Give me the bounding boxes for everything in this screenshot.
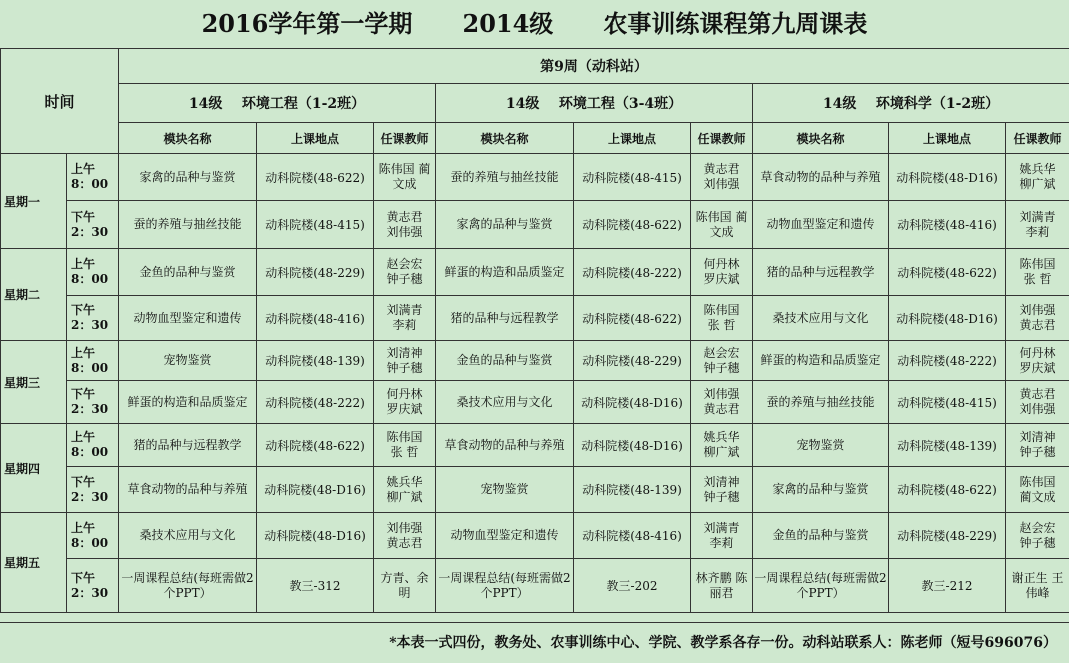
course-name: 猪的品种与远程教学 [753,249,889,296]
course-teacher [1006,559,1069,613]
column-header-module: 模块名称 [119,123,257,154]
table-row [1,154,1069,201]
start-time: 8：00 [71,445,118,460]
course-location: 动科院楼(48-222) [257,381,374,424]
course-location: 动科院楼(48-622) [257,424,374,467]
start-time: 2：30 [71,402,118,417]
course-teacher [691,154,753,201]
period-label: 下午 [71,387,118,402]
teacher-line: 钟子穗 [1006,445,1069,460]
course-teacher [1006,296,1069,341]
time-slot [67,513,119,559]
course-teacher [691,559,753,613]
course-name: 动物血型鉴定和遗传 [436,513,574,559]
start-time: 2：30 [71,318,118,333]
course-location: 动科院楼(48-229) [574,341,691,381]
teacher-line: 陈伟国 [1006,475,1069,490]
course-name: 猪的品种与远程教学 [436,296,574,341]
column-header-place: 上课地点 [889,123,1006,154]
teacher-line: 张 哲 [691,318,752,333]
course-teacher [691,513,753,559]
teacher-line: 何丹林 [1006,346,1069,361]
course-location: 动科院楼(48-222) [574,249,691,296]
course-location: 动科院楼(48-D16) [574,424,691,467]
teacher-line: 钟子穗 [374,272,435,287]
teacher-line: 刘满青 [374,303,435,318]
course-teacher [1006,467,1069,513]
teacher-line: 钟子穗 [1006,536,1069,551]
teacher-line: 钟子穗 [691,361,752,376]
course-name: 桑技术应用与文化 [753,296,889,341]
course-teacher [1006,381,1069,424]
column-header-place: 上课地点 [257,123,374,154]
period-label: 下午 [71,571,118,586]
teacher-line: 林齐鹏 陈 [691,571,752,586]
teacher-line: 柳广斌 [374,490,435,505]
column-header-module: 模块名称 [436,123,574,154]
course-location: 动科院楼(48-222) [889,341,1006,381]
teacher-line: 刘满青 [1006,210,1069,225]
teacher-line: 黄志君 [691,402,752,417]
course-name: 一周课程总结(每班需做2个PPT） [436,559,574,613]
course-teacher [1006,424,1069,467]
course-location: 动科院楼(48-416) [889,201,1006,249]
course-name: 鲜蛋的构造和品质鉴定 [436,249,574,296]
teacher-line: 赵会宏 [374,257,435,272]
teacher-line: 姚兵华 [374,475,435,490]
period-label: 上午 [71,257,118,272]
teacher-line: 刘伟强 [374,225,435,240]
table-row [1,467,1069,513]
day-label: 星期一 [1,154,67,249]
course-teacher [691,296,753,341]
teacher-line: 李莉 [1006,225,1069,240]
course-teacher [374,467,436,513]
course-teacher [374,341,436,381]
time-slot [67,559,119,613]
column-header-place: 上课地点 [574,123,691,154]
time-slot [67,201,119,249]
course-teacher [374,296,436,341]
teacher-line: 刘伟强 [691,177,752,192]
course-location: 动科院楼(48-D16) [574,381,691,424]
class-header: 14级 环境工程（3-4班） [436,84,753,123]
course-name: 鲜蛋的构造和品质鉴定 [119,381,257,424]
course-teacher [691,201,753,249]
start-time: 8：00 [71,361,118,376]
time-slot [67,381,119,424]
table-row [1,201,1069,249]
table-row [1,249,1069,296]
teacher-line: 何丹林 [374,387,435,402]
teacher-line: 陈伟国 [691,303,752,318]
teacher-line: 姚兵华 [1006,162,1069,177]
period-label: 下午 [71,475,118,490]
time-slot [67,341,119,381]
class-header: 14级 环境工程（1-2班） [119,84,436,123]
course-name: 动物血型鉴定和遗传 [753,201,889,249]
course-location: 教三-312 [257,559,374,613]
course-teacher [691,424,753,467]
teacher-line: 李莉 [691,536,752,551]
teacher-line: 黄志君 [1006,318,1069,333]
course-teacher [374,154,436,201]
day-label: 星期三 [1,341,67,424]
teacher-line: 刘伟强 [374,521,435,536]
teacher-line: 方青、余 [374,571,435,586]
course-location: 教三-202 [574,559,691,613]
course-teacher [1006,154,1069,201]
teacher-line: 陈伟国 蔺 [374,162,435,177]
course-teacher [691,467,753,513]
course-location: 动科院楼(48-D16) [257,467,374,513]
table-row [1,513,1069,559]
teacher-line: 黄志君 [691,162,752,177]
teacher-line: 伟峰 [1006,586,1069,601]
time-slot [67,154,119,201]
teacher-line: 张 哲 [1006,272,1069,287]
course-teacher [691,341,753,381]
column-header-teacher: 任课教师 [1006,123,1069,154]
teacher-line: 明 [374,586,435,601]
course-teacher [1006,341,1069,381]
course-name: 宠物鉴赏 [436,467,574,513]
column-header-module: 模块名称 [753,123,889,154]
start-time: 2：30 [71,225,118,240]
table-row [1,559,1069,613]
period-label: 上午 [71,346,118,361]
time-header: 时间 [1,49,119,154]
class-header: 14级 环境科学（1-2班） [753,84,1069,123]
teacher-line: 陈伟国 [374,430,435,445]
course-teacher [374,201,436,249]
teacher-line: 丽君 [691,586,752,601]
teacher-line: 姚兵华 [691,430,752,445]
teacher-line: 罗庆斌 [374,402,435,417]
day-label: 星期二 [1,249,67,341]
course-location: 动科院楼(48-622) [889,467,1006,513]
course-name: 蚕的养殖与抽丝技能 [119,201,257,249]
course-location: 动科院楼(48-415) [574,154,691,201]
course-name: 金鱼的品种与鉴赏 [753,513,889,559]
period-label: 下午 [71,210,118,225]
course-name: 蚕的养殖与抽丝技能 [753,381,889,424]
teacher-line: 刘清神 [1006,430,1069,445]
start-time: 8：00 [71,272,118,287]
course-name: 蚕的养殖与抽丝技能 [436,154,574,201]
teacher-line: 张 哲 [374,445,435,460]
course-location: 动科院楼(48-415) [257,201,374,249]
table-row [1,341,1069,381]
teacher-line: 何丹林 [691,257,752,272]
teacher-line: 赵会宏 [691,346,752,361]
course-teacher [691,381,753,424]
course-location: 动科院楼(48-D16) [889,296,1006,341]
start-time: 2：30 [71,490,118,505]
teacher-line: 刘伟强 [1006,303,1069,318]
course-location: 动科院楼(48-139) [257,341,374,381]
course-teacher [1006,513,1069,559]
table-row [1,296,1069,341]
course-name: 动物血型鉴定和遗传 [119,296,257,341]
period-label: 上午 [71,521,118,536]
teacher-line: 文成 [374,177,435,192]
course-location: 动科院楼(48-622) [889,249,1006,296]
course-name: 猪的品种与远程教学 [119,424,257,467]
course-name: 一周课程总结(每班需做2个PPT） [753,559,889,613]
day-label: 星期四 [1,424,67,513]
period-label: 上午 [71,430,118,445]
course-location: 动科院楼(48-139) [574,467,691,513]
teacher-line: 黄志君 [374,210,435,225]
course-teacher [374,559,436,613]
teacher-line: 黄志君 [1006,387,1069,402]
teacher-line: 刘满青 [691,521,752,536]
teacher-line: 钟子穗 [374,361,435,376]
teacher-line: 刘清神 [691,475,752,490]
course-name: 家禽的品种与鉴赏 [119,154,257,201]
footer-note: *本表一式四份，教务处、农事训练中心、学院、教学系各存一份。动科站联系人：陈老师（短号696076） [0,622,1069,662]
teacher-line: 文成 [691,225,752,240]
teacher-line: 柳广斌 [1006,177,1069,192]
course-teacher [374,381,436,424]
teacher-line: 赵会宏 [1006,521,1069,536]
course-name: 草食动物的品种与养殖 [436,424,574,467]
course-name: 金鱼的品种与鉴赏 [436,341,574,381]
teacher-line: 谢正生 王 [1006,571,1069,586]
course-name: 桑技术应用与文化 [436,381,574,424]
course-name: 桑技术应用与文化 [119,513,257,559]
course-name: 家禽的品种与鉴赏 [753,467,889,513]
course-location: 动科院楼(48-229) [257,249,374,296]
course-name: 草食动物的品种与养殖 [753,154,889,201]
teacher-line: 陈伟国 [1006,257,1069,272]
teacher-line: 刘清神 [374,346,435,361]
course-location: 动科院楼(48-D16) [889,154,1006,201]
course-teacher [374,249,436,296]
teacher-line: 陈伟国 蔺 [691,210,752,225]
start-time: 8：00 [71,536,118,551]
schedule-table [0,48,1069,613]
course-name: 草食动物的品种与养殖 [119,467,257,513]
course-name: 家禽的品种与鉴赏 [436,201,574,249]
teacher-line: 罗庆斌 [691,272,752,287]
course-name: 一周课程总结(每班需做2个PPT） [119,559,257,613]
course-name: 宠物鉴赏 [753,424,889,467]
time-slot [67,424,119,467]
course-location: 动科院楼(48-D16) [257,513,374,559]
course-location: 动科院楼(48-622) [574,296,691,341]
course-name: 鲜蛋的构造和品质鉴定 [753,341,889,381]
day-label: 星期五 [1,513,67,613]
course-teacher [691,249,753,296]
time-slot [67,249,119,296]
week-header: 第9周（动科站） [119,49,1069,84]
column-header-teacher: 任课教师 [374,123,436,154]
course-location: 动科院楼(48-416) [574,513,691,559]
course-location: 动科院楼(48-139) [889,424,1006,467]
course-location: 教三-212 [889,559,1006,613]
teacher-line: 黄志君 [374,536,435,551]
course-location: 动科院楼(48-622) [574,201,691,249]
table-row [1,381,1069,424]
start-time: 2：30 [71,586,118,601]
course-location: 动科院楼(48-229) [889,513,1006,559]
period-label: 上午 [71,162,118,177]
teacher-line: 罗庆斌 [1006,361,1069,376]
course-name: 宠物鉴赏 [119,341,257,381]
teacher-line: 刘伟强 [1006,402,1069,417]
period-label: 下午 [71,303,118,318]
course-teacher [1006,201,1069,249]
teacher-line: 柳广斌 [691,445,752,460]
course-teacher [374,513,436,559]
course-location: 动科院楼(48-622) [257,154,374,201]
time-slot [67,296,119,341]
teacher-line: 蔺文成 [1006,490,1069,505]
course-teacher [374,424,436,467]
teacher-line: 钟子穗 [691,490,752,505]
course-location: 动科院楼(48-415) [889,381,1006,424]
course-name: 金鱼的品种与鉴赏 [119,249,257,296]
teacher-line: 李莉 [374,318,435,333]
page-title: 2016学年第一学期 2014级 农事训练课程第九周课表 [0,0,1069,48]
teacher-line: 刘伟强 [691,387,752,402]
table-row [1,424,1069,467]
time-slot [67,467,119,513]
course-location: 动科院楼(48-416) [257,296,374,341]
start-time: 8：00 [71,177,118,192]
course-teacher [1006,249,1069,296]
column-header-teacher: 任课教师 [691,123,753,154]
